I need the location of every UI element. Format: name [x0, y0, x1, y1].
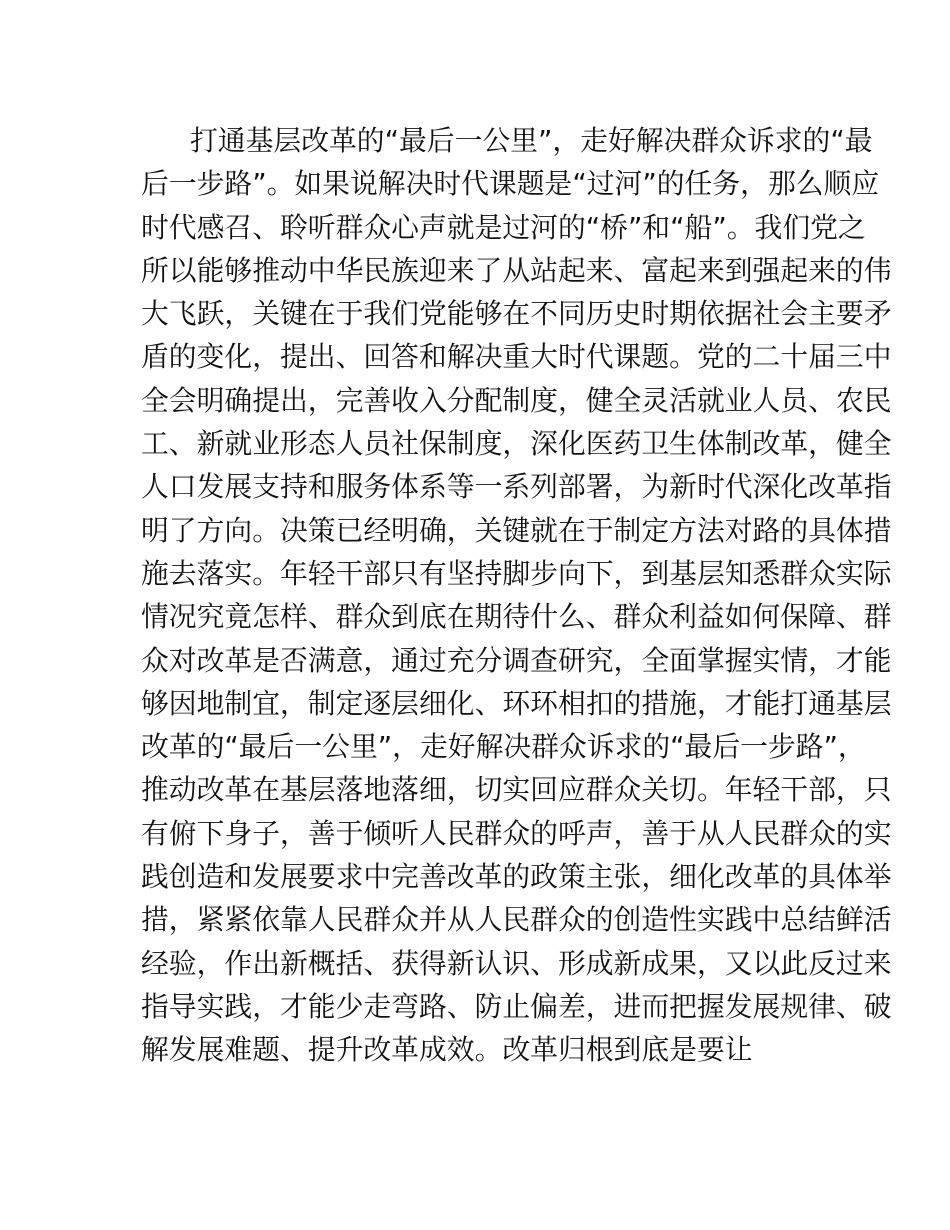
text-line: 解发展难题、提升改革成效。改革归根到底是要让 [141, 1033, 753, 1067]
text-line: 经验，作出新概括、获得新认识、形成新成果，又以此反过来 [141, 946, 892, 980]
text-line: 践创造和发展要求中完善改革的政策主张，细化改革的具体举 [141, 860, 892, 894]
text-line: 情况究竟怎样、群众到底在期待什么、群众利益如何保障、群 [141, 600, 892, 634]
text-line: 指导实践，才能少走弯路、防止偏差，进而把握发展规律、破 [141, 989, 892, 1023]
text-line: 打通基层改革的“最后一公里”，走好解决群众诉求的“最 [190, 124, 873, 157]
text-line: 大飞跃，关键在于我们党能够在不同历史时期依据社会主要矛 [141, 297, 892, 331]
text-line: 施去落实。年轻干部只有坚持脚步向下，到基层知悉群众实际 [141, 556, 892, 590]
body-paragraph [141, 119, 892, 1072]
text-line: 推动改革在基层落地落细，切实回应群众关切。年轻干部，只 [141, 773, 892, 807]
text-line: 工、新就业形态人员社保制度，深化医药卫生体制改革，健全 [141, 427, 892, 461]
text-line: 众对改革是否满意，通过充分调查研究，全面掌握实情，才能 [141, 643, 892, 677]
text-line: 全会明确提出，完善收入分配制度，健全灵活就业人员、农民 [141, 383, 892, 417]
text-line: 明了方向。决策已经明确，关键就在于制定方法对路的具体措 [141, 513, 892, 547]
text-line: 盾的变化，提出、回答和解决重大时代课题。党的二十届三中 [141, 340, 892, 374]
text-line: 措，紧紧依靠人民群众并从人民群众的创造性实践中总结鲜活 [141, 903, 892, 937]
text-line: 改革的“最后一公里”，走好解决群众诉求的“最后一步路”， [141, 730, 866, 764]
text-line: 时代感召、聆听群众心声就是过河的“桥”和“船”。我们党之 [141, 210, 866, 244]
text-line: 有俯下身子，善于倾听人民群众的呼声，善于从人民群众的实 [141, 816, 892, 850]
text-line: 人口发展支持和服务体系等一系列部署，为新时代深化改革指 [141, 470, 892, 504]
text-line: 后一步路”。如果说解决时代课题是“过河”的任务，那么顺应 [141, 167, 880, 201]
text-line: 所以能够推动中华民族迎来了从站起来、富起来到强起来的伟 [141, 253, 892, 287]
text-line: 够因地制宜，制定逐层细化、环环相扣的措施，才能打通基层 [141, 686, 892, 720]
